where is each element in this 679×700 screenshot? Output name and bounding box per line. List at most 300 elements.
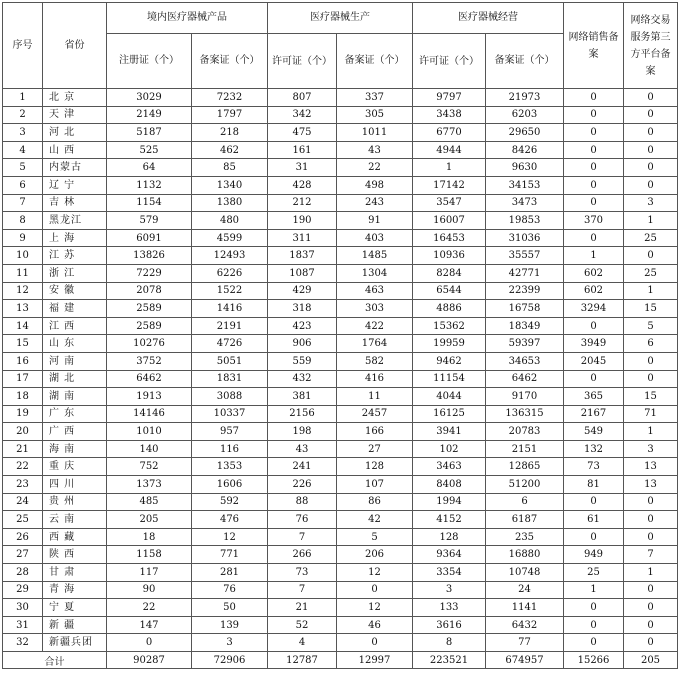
table-row — [3, 564, 678, 582]
cell-seq: 27 — [3, 546, 43, 564]
cell-seq: 14 — [3, 317, 43, 335]
table-row — [3, 616, 678, 634]
cell-filing-cert: 4599 — [192, 229, 268, 247]
cell-third-party-platform: 1 — [624, 423, 678, 441]
cell-third-party-platform: 0 — [624, 616, 678, 634]
cell-registration-cert: 64 — [107, 159, 192, 177]
cell-province: 新疆兵团 — [43, 634, 107, 652]
cell-business-filing: 6462 — [486, 370, 564, 388]
cell-registration-cert: 18 — [107, 528, 192, 546]
cell-business-license: 8284 — [413, 264, 486, 282]
header-business-filing: 备案证（个） — [486, 34, 564, 89]
cell-production-license: 7 — [268, 581, 337, 599]
cell-seq: 5 — [3, 159, 43, 177]
total-business-filing: 674957 — [486, 652, 564, 669]
cell-third-party-platform: 0 — [624, 511, 678, 529]
cell-third-party-platform: 1 — [624, 282, 678, 300]
cell-business-license: 3616 — [413, 616, 486, 634]
cell-online-sales: 0 — [564, 194, 624, 212]
table-row — [3, 282, 678, 300]
cell-business-license: 133 — [413, 599, 486, 617]
cell-business-license: 4944 — [413, 141, 486, 159]
cell-production-filing: 128 — [337, 458, 413, 476]
cell-production-filing: 303 — [337, 300, 413, 318]
header-business-license: 许可证（个） — [413, 34, 486, 89]
cell-production-license: 428 — [268, 176, 337, 194]
cell-filing-cert: 1380 — [192, 194, 268, 212]
cell-seq: 12 — [3, 282, 43, 300]
table-row — [3, 247, 678, 265]
cell-business-license: 3941 — [413, 423, 486, 441]
cell-registration-cert: 13826 — [107, 247, 192, 265]
table-row — [3, 159, 678, 177]
cell-province: 广 东 — [43, 405, 107, 423]
cell-online-sales: 2167 — [564, 405, 624, 423]
cell-province: 浙 江 — [43, 264, 107, 282]
cell-production-license: 76 — [268, 511, 337, 529]
cell-online-sales: 0 — [564, 528, 624, 546]
cell-seq: 22 — [3, 458, 43, 476]
cell-registration-cert: 6091 — [107, 229, 192, 247]
cell-third-party-platform: 1 — [624, 212, 678, 230]
table-row — [3, 212, 678, 230]
total-registration-cert: 90287 — [107, 652, 192, 669]
cell-seq: 23 — [3, 476, 43, 494]
cell-registration-cert: 1010 — [107, 423, 192, 441]
cell-business-license: 19959 — [413, 335, 486, 353]
cell-business-filing: 19853 — [486, 212, 564, 230]
cell-third-party-platform: 0 — [624, 141, 678, 159]
cell-business-filing: 77 — [486, 634, 564, 652]
cell-filing-cert: 592 — [192, 493, 268, 511]
cell-production-license: 7 — [268, 528, 337, 546]
cell-production-license: 212 — [268, 194, 337, 212]
cell-filing-cert: 5051 — [192, 352, 268, 370]
cell-business-filing: 3473 — [486, 194, 564, 212]
cell-production-filing: 5 — [337, 528, 413, 546]
cell-third-party-platform: 5 — [624, 317, 678, 335]
cell-third-party-platform: 0 — [624, 247, 678, 265]
table-row — [3, 493, 678, 511]
cell-registration-cert: 90 — [107, 581, 192, 599]
cell-online-sales: 602 — [564, 264, 624, 282]
cell-business-filing: 22399 — [486, 282, 564, 300]
table-row — [3, 229, 678, 247]
cell-production-license: 807 — [268, 89, 337, 107]
cell-production-license: 21 — [268, 599, 337, 617]
table-row — [3, 335, 678, 353]
cell-online-sales: 370 — [564, 212, 624, 230]
cell-seq: 7 — [3, 194, 43, 212]
cell-registration-cert: 14146 — [107, 405, 192, 423]
cell-seq: 8 — [3, 212, 43, 230]
cell-filing-cert: 957 — [192, 423, 268, 441]
cell-third-party-platform: 25 — [624, 264, 678, 282]
cell-production-filing: 11 — [337, 388, 413, 406]
cell-production-license: 241 — [268, 458, 337, 476]
cell-third-party-platform: 0 — [624, 581, 678, 599]
cell-third-party-platform: 0 — [624, 159, 678, 177]
cell-business-license: 3354 — [413, 564, 486, 582]
cell-online-sales: 602 — [564, 282, 624, 300]
table-row — [3, 194, 678, 212]
cell-registration-cert: 117 — [107, 564, 192, 582]
cell-registration-cert: 752 — [107, 458, 192, 476]
cell-business-filing: 34653 — [486, 352, 564, 370]
cell-production-license: 43 — [268, 440, 337, 458]
cell-filing-cert: 476 — [192, 511, 268, 529]
cell-business-filing: 29650 — [486, 124, 564, 142]
cell-business-filing: 6 — [486, 493, 564, 511]
cell-business-filing: 34153 — [486, 176, 564, 194]
cell-province: 宁 夏 — [43, 599, 107, 617]
cell-third-party-platform: 0 — [624, 528, 678, 546]
cell-online-sales: 61 — [564, 511, 624, 529]
cell-third-party-platform: 71 — [624, 405, 678, 423]
table-body — [3, 89, 678, 652]
cell-business-license: 3463 — [413, 458, 486, 476]
cell-seq: 30 — [3, 599, 43, 617]
total-row — [3, 652, 678, 669]
cell-business-filing: 59397 — [486, 335, 564, 353]
cell-province: 黑龙江 — [43, 212, 107, 230]
table-row — [3, 141, 678, 159]
cell-seq: 16 — [3, 352, 43, 370]
cell-province: 西 藏 — [43, 528, 107, 546]
cell-seq: 17 — [3, 370, 43, 388]
cell-online-sales: 0 — [564, 159, 624, 177]
cell-filing-cert: 1522 — [192, 282, 268, 300]
cell-seq: 2 — [3, 106, 43, 124]
cell-business-license: 6770 — [413, 124, 486, 142]
cell-online-sales: 0 — [564, 141, 624, 159]
table-row — [3, 405, 678, 423]
cell-online-sales: 0 — [564, 634, 624, 652]
table-row — [3, 581, 678, 599]
cell-online-sales: 1 — [564, 581, 624, 599]
cell-registration-cert: 1158 — [107, 546, 192, 564]
cell-business-filing: 31036 — [486, 229, 564, 247]
cell-province: 新 疆 — [43, 616, 107, 634]
cell-business-license: 1 — [413, 159, 486, 177]
cell-production-filing: 107 — [337, 476, 413, 494]
cell-business-license: 17142 — [413, 176, 486, 194]
cell-province: 福 建 — [43, 300, 107, 318]
cell-production-filing: 0 — [337, 581, 413, 599]
cell-business-filing: 1141 — [486, 599, 564, 617]
cell-online-sales: 0 — [564, 599, 624, 617]
cell-province: 辽 宁 — [43, 176, 107, 194]
cell-province: 山 西 — [43, 141, 107, 159]
table-row — [3, 423, 678, 441]
cell-seq: 10 — [3, 247, 43, 265]
cell-online-sales: 2045 — [564, 352, 624, 370]
cell-province: 陕 西 — [43, 546, 107, 564]
cell-production-filing: 86 — [337, 493, 413, 511]
cell-registration-cert: 3752 — [107, 352, 192, 370]
table-row — [3, 599, 678, 617]
cell-seq: 9 — [3, 229, 43, 247]
cell-filing-cert: 1416 — [192, 300, 268, 318]
header-province: 省份 — [43, 3, 107, 89]
table-row — [3, 528, 678, 546]
cell-registration-cert: 147 — [107, 616, 192, 634]
cell-seq: 20 — [3, 423, 43, 441]
cell-production-filing: 498 — [337, 176, 413, 194]
cell-seq: 32 — [3, 634, 43, 652]
cell-online-sales: 1 — [564, 247, 624, 265]
cell-production-license: 31 — [268, 159, 337, 177]
cell-production-filing: 0 — [337, 634, 413, 652]
header-filing-cert: 备案证（个） — [192, 34, 268, 89]
cell-online-sales: 549 — [564, 423, 624, 441]
cell-province: 天 津 — [43, 106, 107, 124]
total-label: 合计 — [3, 652, 107, 669]
cell-seq: 31 — [3, 616, 43, 634]
cell-province: 湖 南 — [43, 388, 107, 406]
cell-province: 四 川 — [43, 476, 107, 494]
cell-registration-cert: 2589 — [107, 300, 192, 318]
cell-online-sales: 0 — [564, 89, 624, 107]
table-row — [3, 352, 678, 370]
cell-third-party-platform: 7 — [624, 546, 678, 564]
cell-online-sales: 0 — [564, 229, 624, 247]
cell-production-filing: 463 — [337, 282, 413, 300]
cell-business-filing: 12865 — [486, 458, 564, 476]
cell-production-license: 559 — [268, 352, 337, 370]
statistics-table-container — [2, 2, 678, 669]
cell-business-license: 15362 — [413, 317, 486, 335]
cell-filing-cert: 1797 — [192, 106, 268, 124]
cell-registration-cert: 2078 — [107, 282, 192, 300]
cell-online-sales: 0 — [564, 106, 624, 124]
cell-filing-cert: 3088 — [192, 388, 268, 406]
cell-filing-cert: 218 — [192, 124, 268, 142]
cell-province: 江 西 — [43, 317, 107, 335]
cell-business-license: 1994 — [413, 493, 486, 511]
table-row — [3, 124, 678, 142]
cell-third-party-platform: 0 — [624, 176, 678, 194]
cell-business-license: 9797 — [413, 89, 486, 107]
table-row — [3, 511, 678, 529]
cell-province: 安 徽 — [43, 282, 107, 300]
cell-production-license: 88 — [268, 493, 337, 511]
cell-production-filing: 305 — [337, 106, 413, 124]
table-row — [3, 440, 678, 458]
cell-production-filing: 582 — [337, 352, 413, 370]
cell-seq: 11 — [3, 264, 43, 282]
cell-seq: 4 — [3, 141, 43, 159]
cell-production-license: 381 — [268, 388, 337, 406]
cell-production-license: 423 — [268, 317, 337, 335]
cell-province: 云 南 — [43, 511, 107, 529]
cell-registration-cert: 1154 — [107, 194, 192, 212]
cell-business-filing: 16880 — [486, 546, 564, 564]
cell-production-license: 266 — [268, 546, 337, 564]
cell-province: 江 苏 — [43, 247, 107, 265]
cell-business-license: 3438 — [413, 106, 486, 124]
cell-business-filing: 136315 — [486, 405, 564, 423]
cell-seq: 21 — [3, 440, 43, 458]
cell-registration-cert: 485 — [107, 493, 192, 511]
cell-registration-cert: 1913 — [107, 388, 192, 406]
cell-registration-cert: 7229 — [107, 264, 192, 282]
cell-third-party-platform: 0 — [624, 352, 678, 370]
cell-production-license: 906 — [268, 335, 337, 353]
cell-third-party-platform: 0 — [624, 634, 678, 652]
cell-business-license: 4044 — [413, 388, 486, 406]
cell-business-license: 10936 — [413, 247, 486, 265]
cell-online-sales: 0 — [564, 124, 624, 142]
total-production-license: 12787 — [268, 652, 337, 669]
cell-business-license: 9364 — [413, 546, 486, 564]
cell-production-filing: 1764 — [337, 335, 413, 353]
cell-registration-cert: 2149 — [107, 106, 192, 124]
cell-filing-cert: 1606 — [192, 476, 268, 494]
cell-province: 上 海 — [43, 229, 107, 247]
cell-province: 广 西 — [43, 423, 107, 441]
cell-production-license: 1837 — [268, 247, 337, 265]
cell-production-filing: 337 — [337, 89, 413, 107]
cell-province: 重 庆 — [43, 458, 107, 476]
cell-business-filing: 42771 — [486, 264, 564, 282]
cell-province: 甘 肃 — [43, 564, 107, 582]
cell-business-filing: 6187 — [486, 511, 564, 529]
cell-production-license: 52 — [268, 616, 337, 634]
cell-province: 河 南 — [43, 352, 107, 370]
cell-production-filing: 43 — [337, 141, 413, 159]
cell-online-sales: 81 — [564, 476, 624, 494]
cell-third-party-platform: 0 — [624, 370, 678, 388]
cell-production-license: 226 — [268, 476, 337, 494]
cell-production-license: 311 — [268, 229, 337, 247]
cell-filing-cert: 2191 — [192, 317, 268, 335]
cell-registration-cert: 2589 — [107, 317, 192, 335]
cell-seq: 1 — [3, 89, 43, 107]
header-production-filing: 备案证（个） — [337, 34, 413, 89]
header-business: 医疗器械经营 — [413, 3, 564, 34]
cell-filing-cert: 12 — [192, 528, 268, 546]
cell-business-license: 16125 — [413, 405, 486, 423]
header-seq: 序号 — [3, 3, 43, 89]
cell-seq: 29 — [3, 581, 43, 599]
cell-online-sales: 0 — [564, 370, 624, 388]
cell-production-license: 1087 — [268, 264, 337, 282]
cell-online-sales: 0 — [564, 616, 624, 634]
cell-online-sales: 0 — [564, 176, 624, 194]
cell-filing-cert: 116 — [192, 440, 268, 458]
cell-online-sales: 949 — [564, 546, 624, 564]
cell-province: 青 海 — [43, 581, 107, 599]
cell-business-license: 11154 — [413, 370, 486, 388]
cell-filing-cert: 3 — [192, 634, 268, 652]
table-row — [3, 176, 678, 194]
cell-third-party-platform: 0 — [624, 106, 678, 124]
cell-online-sales: 3294 — [564, 300, 624, 318]
cell-online-sales: 25 — [564, 564, 624, 582]
cell-production-filing: 22 — [337, 159, 413, 177]
cell-business-filing: 18349 — [486, 317, 564, 335]
cell-business-filing: 9170 — [486, 388, 564, 406]
cell-filing-cert: 281 — [192, 564, 268, 582]
cell-seq: 19 — [3, 405, 43, 423]
cell-seq: 24 — [3, 493, 43, 511]
cell-registration-cert: 3029 — [107, 89, 192, 107]
cell-production-license: 2156 — [268, 405, 337, 423]
table-row — [3, 89, 678, 107]
cell-seq: 15 — [3, 335, 43, 353]
cell-production-filing: 42 — [337, 511, 413, 529]
cell-filing-cert: 10337 — [192, 405, 268, 423]
cell-production-filing: 12 — [337, 564, 413, 582]
cell-filing-cert: 6226 — [192, 264, 268, 282]
table-row — [3, 370, 678, 388]
cell-third-party-platform: 6 — [624, 335, 678, 353]
cell-seq: 25 — [3, 511, 43, 529]
cell-production-filing: 166 — [337, 423, 413, 441]
cell-business-license: 4886 — [413, 300, 486, 318]
cell-business-filing: 235 — [486, 528, 564, 546]
cell-business-license: 3 — [413, 581, 486, 599]
cell-business-filing: 16758 — [486, 300, 564, 318]
total-filing-cert: 72906 — [192, 652, 268, 669]
cell-business-license: 16453 — [413, 229, 486, 247]
cell-business-filing: 10748 — [486, 564, 564, 582]
cell-third-party-platform: 0 — [624, 599, 678, 617]
table-row — [3, 458, 678, 476]
cell-third-party-platform: 13 — [624, 458, 678, 476]
cell-business-filing: 20783 — [486, 423, 564, 441]
cell-production-license: 190 — [268, 212, 337, 230]
cell-production-filing: 91 — [337, 212, 413, 230]
cell-production-filing: 403 — [337, 229, 413, 247]
table-row — [3, 264, 678, 282]
cell-province: 山 东 — [43, 335, 107, 353]
cell-online-sales: 3949 — [564, 335, 624, 353]
header-production-license: 许可证（个） — [268, 34, 337, 89]
cell-business-filing: 21973 — [486, 89, 564, 107]
cell-filing-cert: 4726 — [192, 335, 268, 353]
cell-production-filing: 27 — [337, 440, 413, 458]
cell-filing-cert: 139 — [192, 616, 268, 634]
cell-registration-cert: 1132 — [107, 176, 192, 194]
cell-province: 河 北 — [43, 124, 107, 142]
cell-registration-cert: 525 — [107, 141, 192, 159]
header-production: 医疗器械生产 — [268, 3, 413, 34]
cell-registration-cert: 1373 — [107, 476, 192, 494]
cell-third-party-platform: 1 — [624, 564, 678, 582]
cell-production-filing: 243 — [337, 194, 413, 212]
cell-online-sales: 73 — [564, 458, 624, 476]
cell-business-license: 6544 — [413, 282, 486, 300]
cell-production-license: 73 — [268, 564, 337, 582]
cell-filing-cert: 12493 — [192, 247, 268, 265]
table-row — [3, 634, 678, 652]
cell-seq: 28 — [3, 564, 43, 582]
cell-filing-cert: 85 — [192, 159, 268, 177]
cell-production-license: 432 — [268, 370, 337, 388]
cell-business-license: 4152 — [413, 511, 486, 529]
cell-production-license: 429 — [268, 282, 337, 300]
cell-business-filing: 6203 — [486, 106, 564, 124]
total-production-filing: 12997 — [337, 652, 413, 669]
cell-production-filing: 1011 — [337, 124, 413, 142]
cell-production-filing: 1304 — [337, 264, 413, 282]
cell-business-filing: 6432 — [486, 616, 564, 634]
table-row — [3, 106, 678, 124]
cell-third-party-platform: 0 — [624, 493, 678, 511]
cell-online-sales: 132 — [564, 440, 624, 458]
